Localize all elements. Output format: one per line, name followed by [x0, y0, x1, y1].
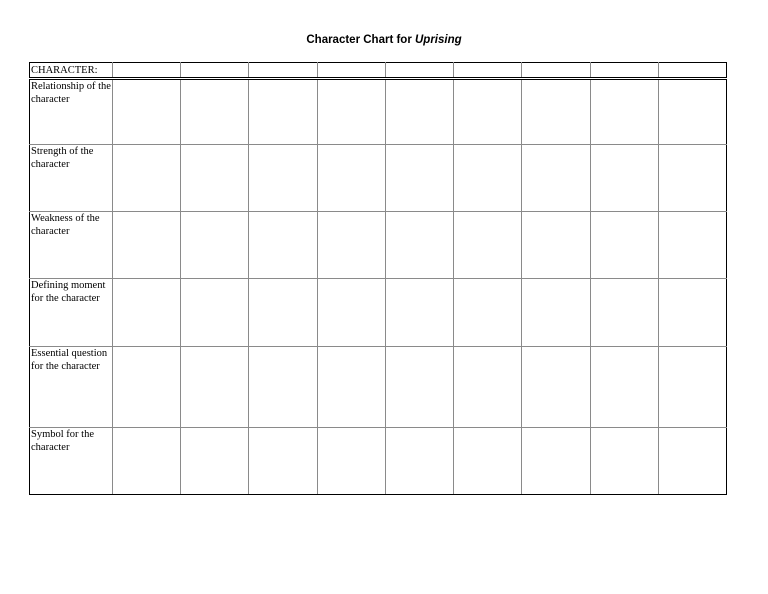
table-cell[interactable] [522, 428, 590, 495]
character-name-cell-1[interactable] [113, 63, 181, 79]
table-cell[interactable] [113, 279, 181, 347]
title-prefix: Character Chart for [306, 34, 415, 46]
table-cell[interactable] [522, 347, 590, 428]
table-cell[interactable] [385, 279, 453, 347]
table-cell[interactable] [454, 347, 522, 428]
table-cell[interactable] [454, 79, 522, 145]
table-cell[interactable] [317, 279, 385, 347]
table-cell[interactable] [658, 279, 726, 347]
table-cell[interactable] [522, 145, 590, 212]
table-cell[interactable] [249, 79, 317, 145]
table-cell[interactable] [385, 212, 453, 279]
table-row [30, 347, 727, 428]
row-label-essential-question: Essential question for the character [30, 347, 113, 428]
table-cell[interactable] [590, 279, 658, 347]
table-cell[interactable] [590, 79, 658, 145]
table-row [30, 79, 727, 145]
character-name-cell-6[interactable] [454, 63, 522, 79]
table-cell[interactable] [113, 79, 181, 145]
table-cell[interactable] [181, 428, 249, 495]
row-label-relationship: Relationship of the character [30, 79, 113, 145]
table-cell[interactable] [454, 212, 522, 279]
table-cell[interactable] [385, 79, 453, 145]
table-row [30, 428, 727, 495]
table-row [30, 212, 727, 279]
page-title [0, 34, 768, 46]
table-cell[interactable] [181, 79, 249, 145]
table-cell[interactable] [590, 428, 658, 495]
character-name-cell-5[interactable] [385, 63, 453, 79]
table-cell[interactable] [113, 347, 181, 428]
table-cell[interactable] [658, 79, 726, 145]
table-cell[interactable] [454, 145, 522, 212]
title-book-name: Uprising [415, 34, 462, 46]
table-cell[interactable] [317, 428, 385, 495]
table-cell[interactable] [658, 212, 726, 279]
table-cell[interactable] [658, 145, 726, 212]
table-cell[interactable] [658, 347, 726, 428]
character-name-cell-9[interactable] [658, 63, 726, 79]
table-cell[interactable] [113, 212, 181, 279]
row-label-strength: Strength of the character [30, 145, 113, 212]
table-cell[interactable] [590, 347, 658, 428]
character-header-row [30, 63, 727, 79]
table-cell[interactable] [658, 428, 726, 495]
table-cell[interactable] [181, 212, 249, 279]
row-label-weakness: Weakness of the character [30, 212, 113, 279]
table-cell[interactable] [385, 347, 453, 428]
table-cell[interactable] [181, 279, 249, 347]
table-row [30, 279, 727, 347]
character-header-label: CHARACTER: [30, 63, 113, 79]
character-name-cell-8[interactable] [590, 63, 658, 79]
character-chart-table [29, 62, 727, 495]
table-cell[interactable] [249, 212, 317, 279]
row-label-defining-moment: Defining moment for the character [30, 279, 113, 347]
table-cell[interactable] [454, 428, 522, 495]
table-cell[interactable] [454, 279, 522, 347]
table-cell[interactable] [249, 347, 317, 428]
table-cell[interactable] [181, 347, 249, 428]
table-cell[interactable] [113, 428, 181, 495]
table-cell[interactable] [522, 212, 590, 279]
table-cell[interactable] [181, 145, 249, 212]
table-cell[interactable] [317, 347, 385, 428]
table-cell[interactable] [317, 212, 385, 279]
table-cell[interactable] [522, 279, 590, 347]
table-cell[interactable] [590, 212, 658, 279]
table-cell[interactable] [385, 428, 453, 495]
table-cell[interactable] [317, 79, 385, 145]
table-cell[interactable] [249, 428, 317, 495]
character-name-cell-7[interactable] [522, 63, 590, 79]
table-cell[interactable] [249, 279, 317, 347]
table-cell[interactable] [522, 79, 590, 145]
table-cell[interactable] [317, 145, 385, 212]
table-cell[interactable] [113, 145, 181, 212]
table-cell[interactable] [590, 145, 658, 212]
row-label-symbol: Symbol for the character [30, 428, 113, 495]
table-cell[interactable] [249, 145, 317, 212]
character-name-cell-2[interactable] [181, 63, 249, 79]
character-name-cell-3[interactable] [249, 63, 317, 79]
table-cell[interactable] [385, 145, 453, 212]
table-row [30, 145, 727, 212]
character-name-cell-4[interactable] [317, 63, 385, 79]
